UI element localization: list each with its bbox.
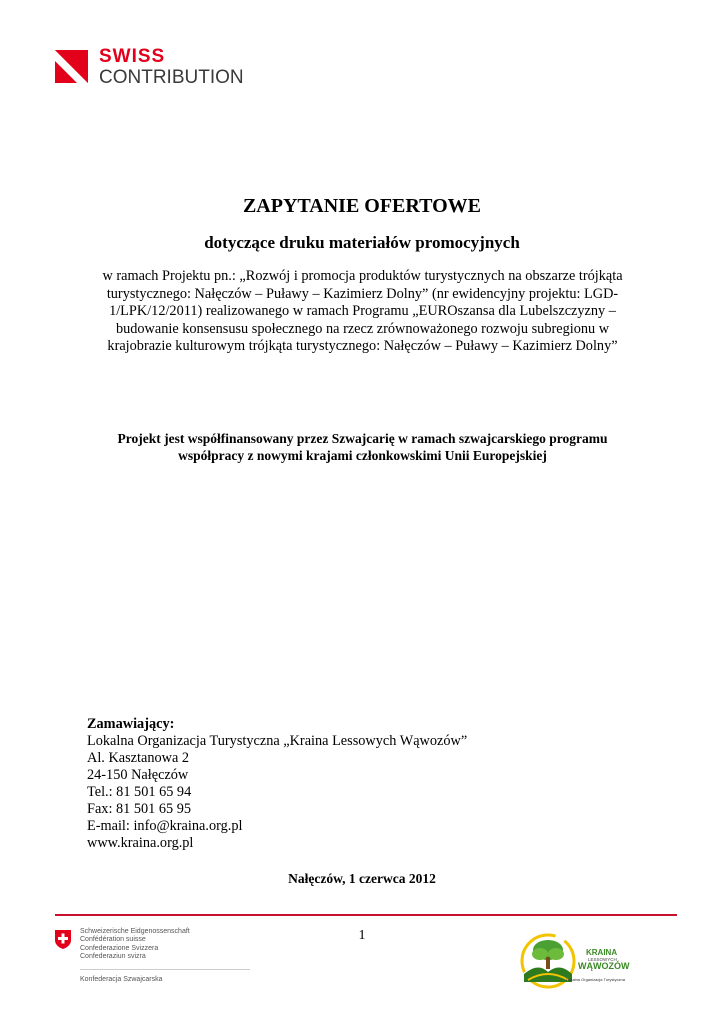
project-description-line: krajobrazie kulturowym trójkąta turystycznego: Nałęczów – Puławy – Kazimierz Dolny” [107, 338, 618, 354]
phone: Tel.: 81 501 65 94 [87, 784, 192, 800]
contracting-authority-label: Zamawiający: [87, 716, 175, 732]
footer-divider [55, 914, 677, 916]
street-address: Al. Kasztanowa 2 [87, 750, 190, 766]
document-title: ZAPYTANIE OFERTOWE [242, 195, 482, 217]
kraina-logo-line3: WĄWOZÓW [578, 961, 630, 971]
project-description-line: budowanie konsensusu społecznego na rzecz zrównoważonego rozwoju subregionu w [115, 320, 610, 337]
kraina-logo-line1: KRAINA [586, 948, 618, 957]
swiss-name-line: Schweizerische Eidgenossenschaft [80, 928, 190, 935]
kraina-logo-line2: LESSOWYCH [588, 957, 617, 962]
logo-text-contribution: CONTRIBUTION [99, 67, 244, 88]
project-description-line: turystycznego: Nałęczów – Puławy – Kazimierz Dolny” (nr ewidencyjny projektu: LGD- [106, 285, 619, 302]
logo-text-swiss: SWISS [99, 46, 166, 67]
project-description-line: w ramach Projektu pn.: „Rozwój i promocja produktów turystycznych na obszarze trójkąta [102, 268, 623, 284]
cofinancing-line: współpracy z nowymi krajami członkowskimi Unii Europejskiej [178, 448, 547, 463]
swiss-contribution-logo [55, 46, 255, 95]
website: www.kraina.org.pl [87, 835, 194, 851]
kraina-logo-subline: Lokalna Organizacja Turystyczna [566, 977, 625, 982]
project-description-line: 1/LPK/12/2011) realizowanego w ramach Programu „EUROszansa dla Lubelszczyzny – [109, 303, 616, 319]
organization-name: Lokalna Organizacja Turystyczna „Kraina Lessowych Wąwozów” [87, 733, 468, 749]
project-description [85, 268, 640, 356]
page-number: 1 [358, 928, 366, 943]
swiss-confederation-polish: Konfederacja Szwajcarska [80, 976, 163, 983]
swiss-name-line: Confédération suisse [80, 936, 146, 944]
document-subtitle: dotyczące druku materiałów promocyjnych [204, 233, 520, 252]
cofinancing-line: Projekt jest współfinansowany przez Szwajcarię w ramach szwajcarskiego programu [117, 431, 608, 446]
swiss-logo-separator [80, 969, 250, 970]
kraina-lessowych-wawozow-logo [518, 932, 640, 990]
contracting-authority [87, 716, 467, 852]
cofinancing-statement [85, 430, 640, 464]
postal-city: 24-150 Nałęczów [87, 767, 189, 783]
email: E-mail: info@kraina.org.pl [87, 818, 243, 834]
swiss-name-line: Confederazione Svizzera [80, 944, 159, 952]
place-and-date: Nałęczów, 1 czerwca 2012 [288, 871, 436, 886]
fax: Fax: 81 501 65 95 [87, 801, 192, 817]
swiss-contribution-logo-icon [55, 50, 88, 83]
swiss-name-line: Confederaziun svizra [80, 953, 146, 961]
